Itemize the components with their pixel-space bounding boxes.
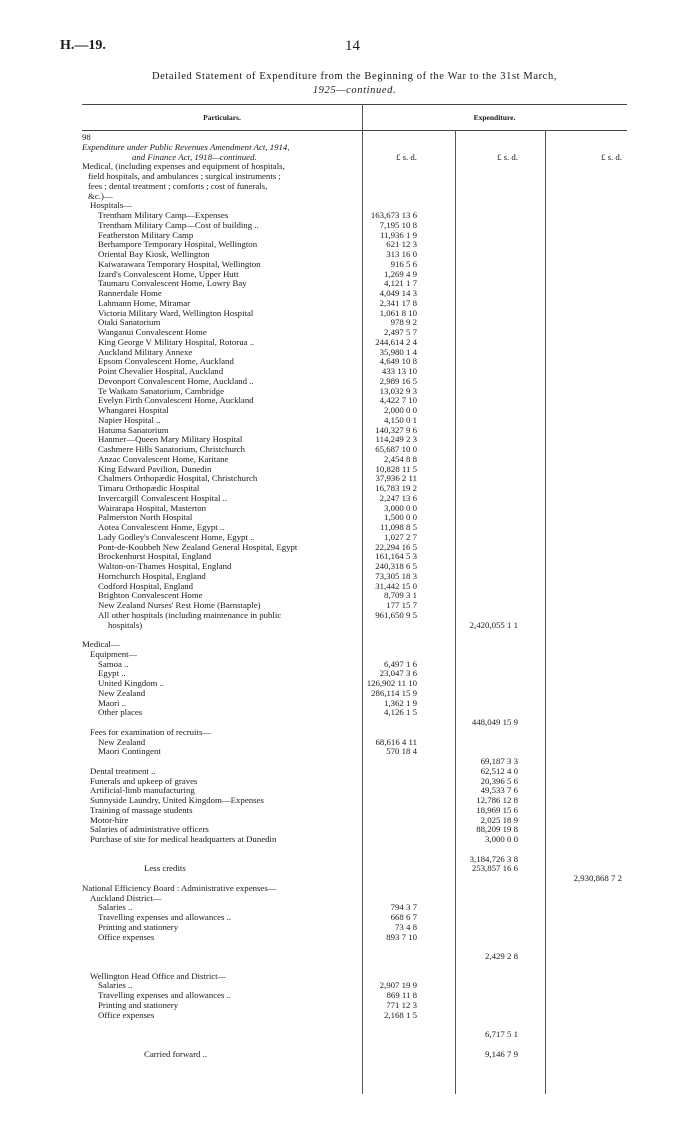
table-row [82, 278, 627, 288]
table-row [82, 210, 627, 220]
table-row [82, 600, 627, 610]
table-row [82, 366, 627, 376]
amount-c1: 2,989 16 5 [379, 375, 417, 386]
amount-c2: 69,187 3 3 [480, 756, 518, 766]
table-row [82, 337, 627, 347]
table-row [82, 678, 627, 688]
table-row [82, 1010, 627, 1020]
amount-c1: 893 7 10 [386, 931, 417, 942]
amount-c1: 177 15 7 [386, 600, 417, 610]
table-row [82, 620, 627, 630]
table-row [82, 395, 627, 405]
table-row [82, 425, 627, 435]
amount-c1: 23,047 3 6 [379, 668, 417, 679]
table-row [82, 522, 627, 532]
table-row [82, 298, 627, 308]
amount-c1: 916 5 6 [390, 258, 417, 269]
particulars-header: Particulars. [203, 112, 241, 122]
row-label: Kaiwarawara Temporary Hospital, Wellington [98, 258, 261, 269]
row-label: 98 [82, 132, 91, 142]
amount-c1: 4,150 0 1 [384, 414, 417, 425]
table-row [82, 990, 627, 1000]
amount-c1: 4,049 14 3 [379, 288, 417, 298]
table-row [82, 1019, 627, 1029]
amount-c1: 1,500 0 0 [384, 512, 417, 523]
table-row [82, 512, 627, 522]
row-label: Medical, (including expenses and equipment of hospitals, [82, 161, 285, 172]
row-label: National Efficiency Board : Administrative expenses— [82, 882, 277, 893]
amount-c1: 65,687 10 0 [375, 444, 417, 454]
title-line-2: 1925—continued. [312, 85, 397, 96]
row-label: Office expenses [98, 1009, 155, 1020]
row-label: New Zealand [98, 687, 146, 698]
row-label: Lahmann Home, Miramar [98, 297, 191, 308]
row-label: Aotea Convalescent Home, Egypt .. [98, 522, 225, 532]
table-row [82, 795, 627, 805]
row-label: Office expenses [98, 931, 155, 942]
table-row [82, 1000, 627, 1010]
row-label: Timaru Orthopædic Hospital [98, 483, 200, 493]
table-row [82, 503, 627, 513]
amount-c1: 621 12 3 [386, 239, 417, 250]
page-number: 14 [345, 38, 360, 54]
amount-c1: 126,902 11 10 [366, 678, 417, 688]
amount-c2: 9,146 7 9 [485, 1048, 518, 1059]
table-row [82, 581, 627, 591]
table-row [82, 668, 627, 678]
table-row [82, 756, 627, 766]
amount-c2: 2,420,055 1 1 [469, 619, 518, 630]
row-label: United Kingdom .. [98, 678, 164, 688]
table-row [82, 152, 627, 162]
row-label: Printing and stationery [98, 921, 179, 932]
table-row [82, 551, 627, 561]
row-label: &c.)— [88, 190, 113, 201]
table-row [82, 727, 627, 737]
statement-title [82, 70, 627, 98]
table-row [82, 434, 627, 444]
table-row [82, 142, 627, 152]
row-label: Motor-hire [90, 814, 129, 825]
row-label: Salaries .. [98, 902, 133, 913]
table-row [82, 902, 627, 912]
row-label: Egypt .. [98, 668, 126, 679]
table-row [82, 230, 627, 240]
amount-c1: 240,318 6 5 [375, 561, 417, 571]
row-label: Wanganui Convalescent Home [98, 327, 207, 337]
table-row [82, 171, 627, 181]
row-label: Lady Godley's Convalescent Home, Egypt .. [98, 531, 255, 542]
table-row [82, 308, 627, 318]
row-label: Victoria Military Ward, Wellington Hospital [98, 307, 254, 318]
amount-c1: 668 6 7 [390, 912, 417, 922]
row-label: Hornchurch Hospital, England [98, 570, 206, 581]
row-label: Point Chevalier Hospital, Auckland [98, 366, 224, 376]
amount-c2: 253,857 16 6 [471, 863, 518, 874]
amount-c1: 961,650 9 5 [375, 609, 417, 620]
amount-c1: 73,305 18 3 [375, 570, 417, 581]
table-row [82, 659, 627, 669]
table-row [82, 737, 627, 747]
amount-c1: 4,422 7 10 [379, 395, 417, 406]
table-row [82, 922, 627, 932]
amount-c2: 88,209 19 8 [476, 824, 518, 835]
table-row [82, 288, 627, 298]
row-label: Maori .. [98, 697, 127, 708]
currency-heading: £ s. d. [395, 151, 417, 162]
table-row [82, 405, 627, 415]
amount-c1: 433 13 10 [381, 366, 417, 376]
page-id: H.—19. [60, 38, 106, 53]
table-row [82, 542, 627, 552]
table-row [82, 590, 627, 600]
table-row [82, 941, 627, 951]
table-row [82, 493, 627, 503]
table-row [82, 824, 627, 834]
table-row [82, 912, 627, 922]
row-label: Fees for examination of recruits— [90, 726, 212, 737]
table-row [82, 1049, 627, 1059]
row-label: Medical— [82, 639, 120, 649]
amount-c1: 68,616 4 11 [375, 736, 417, 747]
table-row [82, 834, 627, 844]
amount-c1: 11,936 1 9 [379, 229, 417, 240]
row-label: Pont-de-Koubbeh New Zealand General Hospital, Egypt [98, 541, 298, 552]
row-label: Napier Hospital .. [98, 414, 161, 425]
table-row [82, 805, 627, 815]
row-label: Equipment— [90, 648, 138, 659]
row-label: Funerals and upkeep of graves [90, 775, 198, 786]
row-label: Salaries .. [98, 980, 133, 991]
row-label: Codford Hospital, England [98, 580, 194, 591]
table-row [82, 561, 627, 571]
amount-c1: 114,249 2 3 [375, 434, 417, 445]
table-row [82, 415, 627, 425]
row-label: Hospitals— [90, 200, 133, 211]
amount-c1: 35,980 1 4 [379, 346, 417, 357]
amount-c2: 3,000 0 0 [485, 834, 518, 844]
row-label: Evelyn Firth Convalescent Home, Auckland [98, 395, 254, 406]
amount-c1: 73 4 8 [395, 921, 417, 932]
amount-c1: 2,168 1 5 [384, 1009, 417, 1020]
amount-c1: 4,126 1 5 [384, 707, 417, 718]
amount-c1: 22,294 16 5 [375, 541, 417, 552]
amount-c1: 2,907 19 9 [379, 980, 417, 991]
row-label: Auckland District— [90, 892, 162, 903]
amount-c1: 16,783 19 2 [375, 483, 417, 493]
row-label: Printing and stationery [98, 999, 179, 1010]
row-label: Taumaru Convalescent Home, Lowry Bay [98, 278, 247, 289]
table-row [82, 571, 627, 581]
row-label: Auckland Military Annexe [98, 346, 193, 357]
row-label: Dental treatment .. [90, 765, 156, 776]
row-label: Rannerdale Home [98, 288, 162, 298]
row-label: Purchase of site for medical headquarters at Dunedin [90, 834, 277, 844]
row-label: Maori Contingent [98, 746, 161, 757]
table-row [82, 259, 627, 269]
table-row [82, 649, 627, 659]
row-label: New Zealand Nurses' Rest Home (Barnstaple) [98, 600, 261, 610]
amount-c1: 8,709 3 1 [384, 590, 417, 601]
row-label: Whangarei Hospital [98, 405, 169, 415]
table-row [82, 161, 627, 171]
row-label: Other places [98, 707, 143, 718]
row-label: Trentham Military Camp—Cost of building .. [98, 219, 259, 230]
row-label: Sunnyside Laundry, United Kingdom—Expenses [90, 795, 264, 805]
amount-c3: 2,930,868 7 2 [573, 873, 622, 883]
amount-c1: 1,027 2 7 [384, 531, 417, 542]
amount-c1: 13,032 9 3 [379, 385, 417, 396]
row-label: Brighton Convalescent Home [98, 590, 203, 601]
row-label: Cashmere Hills Sanatorium, Christchurch [98, 444, 246, 454]
row-label: Trentham Military Camp—Expenses [98, 210, 229, 220]
row-label: Otaki Sanatorium [98, 317, 161, 328]
row-label: Palmerston North Hospital [98, 512, 193, 523]
row-label: Izard's Convalescent Home, Upper Hutt [98, 268, 239, 279]
row-label: Featherston Military Camp [98, 229, 194, 240]
table-row [82, 746, 627, 756]
amount-c2: 62,512 4 0 [480, 765, 518, 776]
row-label: Samoa .. [98, 658, 129, 669]
amount-c2: 6,717 5 1 [485, 1029, 518, 1039]
table-row [82, 1039, 627, 1049]
table-row [82, 717, 627, 727]
row-label: Invercargill Convalescent Hospital .. [98, 492, 228, 503]
table-row [82, 688, 627, 698]
row-label: Chalmers Orthopædic Hospital, Christchurch [98, 473, 258, 484]
table-row [82, 386, 627, 396]
amount-c1: 1,269 4 9 [384, 268, 417, 279]
table-row [82, 873, 627, 883]
table-row [82, 200, 627, 210]
amount-c1: 313 16 0 [386, 249, 417, 259]
table-row [82, 815, 627, 825]
row-label: New Zealand [98, 736, 146, 747]
row-label: Expenditure under Public Revenues Amendment Act, 1914, [82, 141, 290, 152]
amount-c1: 37,936 2 11 [375, 473, 417, 484]
amount-c1: 2,000 0 0 [384, 405, 417, 415]
row-label: All other hospitals (including maintenance in public [98, 609, 282, 620]
table-row [82, 844, 627, 854]
table-row [82, 454, 627, 464]
table-row [82, 698, 627, 708]
amount-c1: 794 3 7 [390, 902, 417, 913]
table-row [82, 932, 627, 942]
table-row [82, 317, 627, 327]
row-label: Travelling expenses and allowances .. [98, 912, 232, 922]
table-row [82, 464, 627, 474]
amount-c2: 12,786 12 8 [476, 795, 518, 805]
row-label: Training of massage students [90, 804, 193, 815]
table-row [82, 639, 627, 649]
amount-c1: 978 9 2 [390, 317, 417, 328]
amount-c1: 244,614 2 4 [375, 336, 417, 347]
row-label: Walton-on-Thames Hospital, England [98, 561, 232, 571]
table-row [82, 356, 627, 366]
amount-c1: 140,327 9 6 [375, 424, 417, 435]
amount-c1: 286,114 15 9 [371, 687, 417, 698]
row-label: Wairarapa Hospital, Masterton [98, 502, 206, 513]
amount-c2: 20,396 5 6 [480, 775, 518, 786]
table-row [82, 980, 627, 990]
table-row [82, 132, 627, 142]
row-label: Brockenhurst Hospital, England [98, 551, 212, 562]
amount-c1: 869 11 8 [386, 990, 417, 1000]
row-label: hospitals) [108, 619, 143, 630]
amount-c1: 4,649 10 8 [379, 356, 417, 367]
amount-c2: 18,969 15 6 [476, 804, 518, 815]
amount-c1: 3,000 0 0 [384, 502, 417, 513]
amount-c1: 10,828 11 5 [375, 463, 417, 474]
table-row [82, 1029, 627, 1039]
row-label: and Finance Act, 1918—continued. [132, 151, 257, 162]
table-row [82, 707, 627, 717]
table-row [82, 951, 627, 961]
amount-c1: 570 18 4 [386, 746, 417, 757]
table-row [82, 473, 627, 483]
table-row [82, 629, 627, 639]
expenditure-header: Expenditure. [473, 112, 516, 122]
amount-c1: 1,362 1 9 [384, 697, 417, 708]
table-row [82, 181, 627, 191]
amount-c1: 1,061 8 10 [379, 307, 417, 318]
table-row [82, 269, 627, 279]
amount-c2: 2,429 2 8 [485, 951, 518, 961]
amount-c1: 31,442 15 0 [375, 580, 417, 591]
amount-c1: 6,497 1 6 [384, 658, 417, 669]
row-label: Travelling expenses and allowances .. [98, 990, 232, 1000]
row-label: Anzac Convalescent Home, Karitane [98, 453, 229, 464]
table-row [82, 961, 627, 971]
table-row [82, 854, 627, 864]
currency-heading: £ s. d. [496, 151, 518, 162]
row-label: Epsom Convalescent Home, Auckland [98, 356, 234, 367]
amount-c1: 7,195 10 8 [379, 219, 417, 230]
row-label: Hanmer—Queen Mary Military Hospital [98, 434, 243, 445]
amount-c1: 2,497 5 7 [384, 327, 417, 337]
row-label: Wellington Head Office and District— [90, 970, 227, 981]
row-label: Berhampore Temporary Hospital, Wellington [98, 239, 258, 250]
row-label: Te Waikato Sanatorium, Cambridge [98, 385, 225, 396]
table-row [82, 249, 627, 259]
table-row [82, 776, 627, 786]
amount-c1: 2,247 13 6 [379, 492, 417, 503]
row-label: King Edward Pavilion, Dunedin [98, 463, 212, 474]
amount-c2: 2,025 18 9 [480, 814, 518, 825]
table-row [82, 893, 627, 903]
row-label: Less credits [144, 863, 186, 874]
table-row [82, 766, 627, 776]
row-label: Devonport Convalescent Home, Auckland .. [98, 375, 254, 386]
amount-c1: 163,673 13 6 [370, 210, 417, 220]
amount-c2: 49,533 7 6 [480, 785, 518, 796]
table-row [82, 327, 627, 337]
table-row [82, 220, 627, 230]
amount-c1: 2,454 8 8 [384, 453, 417, 464]
row-label: fees ; dental treatment ; comforts ; cost of funerals, [88, 180, 268, 191]
table-row [82, 610, 627, 620]
row-label: King George V Military Hospital, Rotorua .. [98, 336, 255, 347]
table-row [82, 532, 627, 542]
amount-c2: 448,049 15 9 [471, 717, 518, 727]
row-label: Carried forward .. [144, 1048, 208, 1059]
row-label: Salaries of administrative officers [90, 824, 209, 835]
table-row [82, 863, 627, 873]
table-row [82, 971, 627, 981]
row-label: Oriental Bay Kiosk, Wellington [98, 249, 210, 259]
table-row [82, 347, 627, 357]
row-label: field hospitals, and ambulances ; surgical instruments ; [88, 171, 281, 181]
table-row [82, 239, 627, 249]
amount-c1: 771 12 3 [386, 999, 417, 1010]
title-line-1: Detailed Statement of Expenditure from the Beginning of the War to the 31st March, [151, 71, 558, 82]
row-label: Artificial-limb manufacturing [90, 785, 195, 796]
table-row [82, 444, 627, 454]
amount-c2: 3,184,726 3 8 [469, 853, 518, 864]
table-row [82, 785, 627, 795]
table-row [82, 191, 627, 201]
row-label: Hatuma Sanatorium [98, 424, 169, 435]
table-row [82, 376, 627, 386]
amount-c1: 4,121 1 7 [384, 278, 417, 289]
table-row [82, 483, 627, 493]
amount-c1: 2,341 17 8 [379, 297, 417, 308]
currency-heading: £ s. d. [600, 151, 622, 162]
amount-c1: 11,098 8 5 [379, 522, 417, 532]
table-row [82, 883, 627, 893]
amount-c1: 161,164 5 3 [375, 551, 417, 562]
